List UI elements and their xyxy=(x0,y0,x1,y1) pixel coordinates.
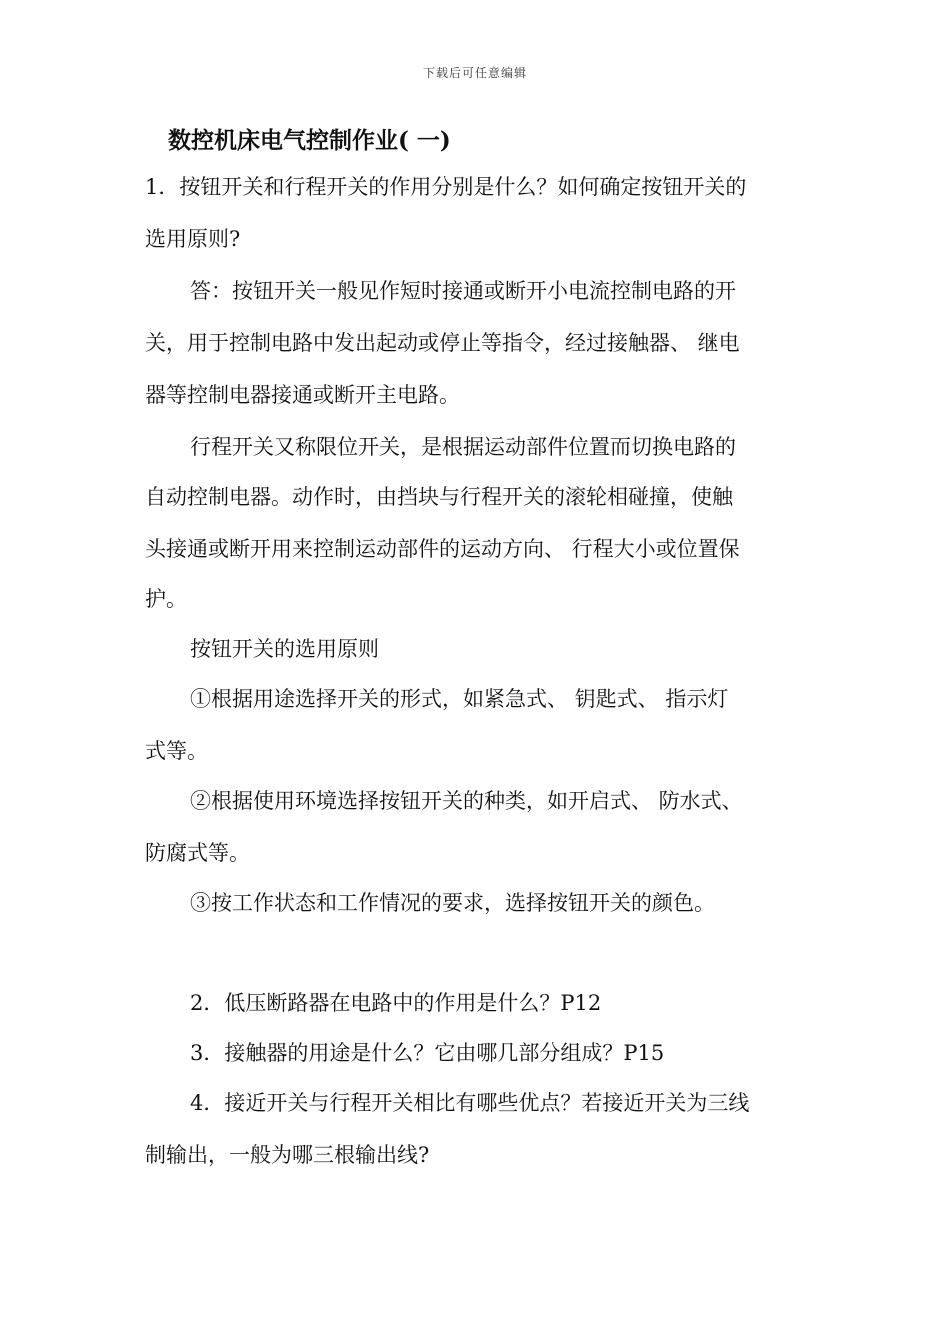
principle-2-line-2: 防腐式等。 xyxy=(145,841,250,865)
answer-paragraph-1-line-2: 关，用于控制电路中发出起动或停止等指令，经过接触器、 继电 xyxy=(145,331,740,355)
answer-paragraph-1-line-3: 器等控制电器接通或断开主电路。 xyxy=(145,383,460,407)
question-2: 2．低压断路器在电路中的作用是什么？P12 xyxy=(190,991,602,1015)
question-4-line-2: 制输出，一般为哪三根输出线? xyxy=(145,1143,430,1167)
page-title: 数控机床电气控制作业( 一) xyxy=(168,127,451,154)
question-4-line-1: 4．接近开关与行程开关相比有哪些优点？若接近开关为三线 xyxy=(190,1091,750,1115)
principle-3-line: ③按工作状态和工作情况的要求，选择按钮开关的颜色。 xyxy=(190,891,715,915)
principle-2-line-1: ②根据使用环境选择按钮开关的种类，如开启式、 防水式、 xyxy=(190,789,743,813)
principle-1-line-1: ①根据用途选择开关的形式，如紧急式、 钥匙式、 指示灯 xyxy=(190,687,729,711)
answer-paragraph-1-line-1: 答：按钮开关一般见作短时接通或断开小电流控制电路的开 xyxy=(190,279,736,303)
answer-paragraph-2-line-2: 自动控制电器。动作时，由挡块与行程开关的滚轮相碰撞，使触 xyxy=(145,485,733,509)
selection-principle-heading: 按钮开关的选用原则 xyxy=(190,637,379,661)
principle-1-line-2: 式等。 xyxy=(145,739,208,763)
question-1-line-1: 1．按钮开关和行程开关的作用分别是什么？如何确定按钮开关的 xyxy=(145,175,747,199)
header-note: 下载后可任意编辑 xyxy=(422,66,527,80)
answer-paragraph-2-line-3: 头接通或断开用来控制运动部件的运动方向、 行程大小或位置保 xyxy=(145,537,740,561)
answer-paragraph-2-line-4: 护。 xyxy=(145,587,187,611)
question-1-line-2: 选用原则? xyxy=(145,227,241,251)
question-3: 3．接触器的用途是什么？它由哪几部分组成？P15 xyxy=(190,1041,665,1065)
answer-paragraph-2-line-1: 行程开关又称限位开关，是根据运动部件位置而切换电路的 xyxy=(190,435,736,459)
